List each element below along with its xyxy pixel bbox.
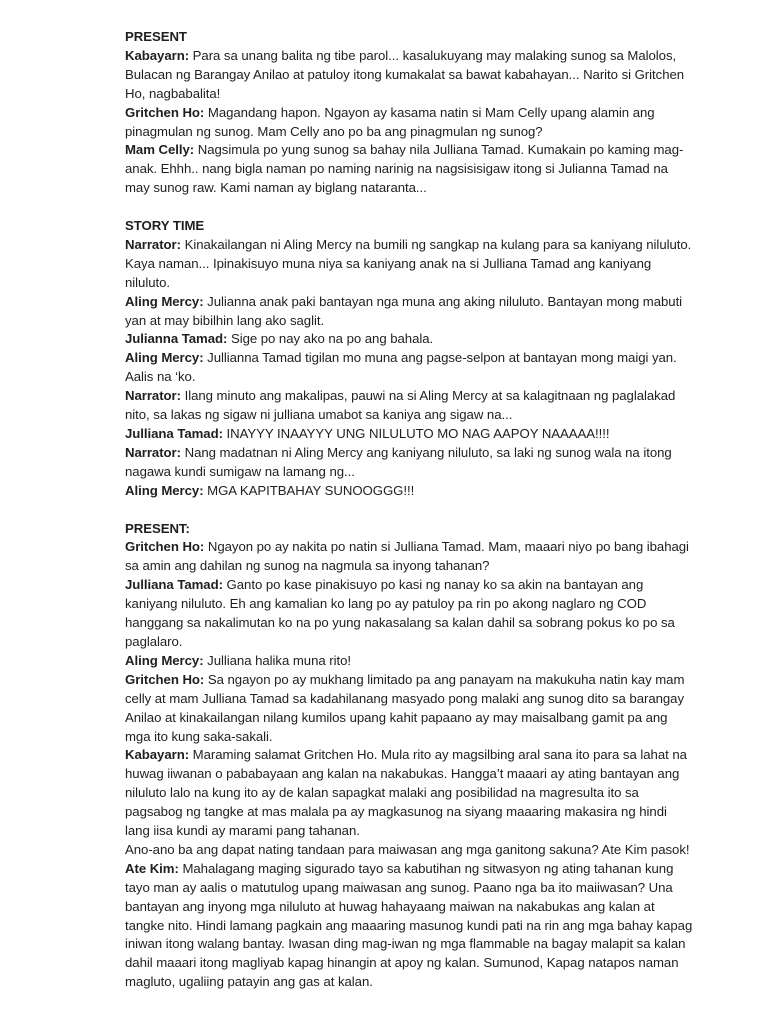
section-gap: [125, 501, 693, 520]
dialogue-line: [125, 141, 693, 198]
dialogue-line: [125, 538, 693, 576]
speaker-name: Gritchen Ho:: [125, 671, 205, 687]
dialogue-text: Jullianna Tamad tigilan mo muna ang pagse-selpon at bantayan mong maigi yan. Aalis na ‘ko.: [125, 350, 677, 385]
dialogue-text: MGA KAPITBAHAY SUNOOGGG!!!: [203, 482, 415, 498]
speaker-name: Gritchen Ho:: [125, 104, 205, 120]
speaker-name: Julianna Tamad:: [125, 331, 228, 347]
dialogue-line: [125, 482, 693, 501]
dialogue-line: [125, 425, 693, 444]
dialogue-line: [125, 47, 693, 104]
dialogue-text: Magandang hapon. Ngayon ay kasama natin si Mam Celly upang alamin ang pinagmulan ng sunog. Mam Celly ano po ba ang pinagmulan ng sunog?: [125, 104, 655, 139]
dialogue-text: Kinakailangan ni Aling Mercy na bumili ng sangkap na kulang para sa kaniyang niluluto. Kaya naman... Ipinakisuyo muna niya sa kaniyang anak na si Julliana Tamad ang kaniyang niluluto.: [125, 236, 692, 290]
dialogue-text: Nang madatnan ni Aling Mercy ang kaniyang niluluto, sa laki ng sunog wala na itong nagawa kundi sumigaw na lamang ng...: [125, 444, 672, 479]
dialogue-text: Ano-ano ba ang dapat nating tandaan para maiwasan ang mga ganitong sakuna? Ate Kim pasok!: [125, 841, 690, 857]
dialogue-line: [125, 330, 693, 349]
dialogue-line: [125, 349, 693, 387]
section-gap: [125, 198, 693, 217]
speaker-name: Aling Mercy:: [125, 293, 204, 309]
dialogue-line: [125, 293, 693, 331]
dialogue-line: [125, 387, 693, 425]
speaker-name: Aling Mercy:: [125, 482, 204, 498]
dialogue-text: Mahalagang maging sigurado tayo sa kabutihan ng sitwasyon ng ating tahanan kung tayo man ay aalis o matutulog upang maiwasan ang sunog. Paano nga ba ito maiiwasan? Una bantayan ang inyong mga niluluto at huwag hahayaang maiwan na nakabukas ang kalan at tangke nito. Hindi lamang pagkain ang maaaring masunog kundi pati na rin ang mga bahay kapag iniwan itong walang bantay. Iwasan ding mag-iwan ng mga flammable na bagay malapit sa kalan dahil maaari itong magliyab kapag hinangin at apoy ng kalan. Sumunod, Kapag natapos naman magluto, ugaliing patayin ang gas at kalan.: [125, 860, 693, 990]
dialogue-text: Sa ngayon po ay mukhang limitado pa ang panayam na makukuha natin kay mam celly at mam Julliana Tamad sa kadahilanang masyado pong malaki ang sunog dito sa barangay Anilao at kinakailangan nilang kumilos upang kahit papaano ay may maisalbang gamit pa ang mga ito kung saka-sakali.: [125, 671, 685, 744]
script-document: [125, 28, 693, 992]
dialogue-text: Nagsimula po yung sunog sa bahay nila Julliana Tamad. Kumakain po kaming mag-anak. Ehhh.. nang bigla naman po naming narinig na nagsisisigaw itong si Julianna Tamad na may sunog raw. Kami naman ay biglang nataranta...: [125, 142, 684, 196]
dialogue-line: [125, 444, 693, 482]
section-heading: PRESENT:: [125, 520, 190, 536]
dialogue-line: [125, 104, 693, 142]
speaker-name: Ate Kim:: [125, 860, 179, 876]
dialogue-text: Ngayon po ay nakita po natin si Julliana Tamad. Mam, maaari niyo po bang ibahagi sa amin ang dahilan ng sunog na nagmula sa inyong tahanan?: [125, 539, 689, 574]
dialogue-line: [125, 671, 693, 747]
speaker-name: Kabayarn:: [125, 47, 190, 63]
dialogue-text: Julianna anak paki bantayan nga muna ang aking niluluto. Bantayan mong mabuti yan at may bibilhin lang ako saglit.: [125, 293, 683, 328]
dialogue-text: Para sa unang balita ng tibe parol... kasalukuyang may malaking sunog sa Malolos, Bulacan ng Barangay Anilao at patuloy itong kumakalat sa bawat kabahayan... Narito si Gritchen Ho, nagbabalita!: [125, 47, 685, 101]
speaker-name: Julliana Tamad:: [125, 426, 223, 442]
speaker-name: Narrator:: [125, 444, 181, 460]
dialogue-text: Ganto po kase pinakisuyo po kasi ng nanay ko sa akin na bantayan ang kaniyang niluluto. Eh ang kamalian ko lang po ay patuloy pa rin po akong naglaro ng COD hanggang sa nakalimutan ko na po yung nakasalang sa kalan dahil sa sobrang pokus ko po sa paglalaro.: [125, 577, 675, 649]
section-heading: STORY TIME: [125, 218, 205, 234]
speaker-name: Aling Mercy:: [125, 652, 204, 668]
speaker-name: Julliana Tamad:: [125, 577, 223, 593]
speaker-name: Kabayarn:: [125, 747, 190, 763]
dialogue-text: INAYYY INAAYYY UNG NILULUTO MO NAG AAPOY NAAAAA!!!!: [222, 426, 610, 442]
dialogue-line: [125, 860, 693, 992]
dialogue-text: Sige po nay ako na po ang bahala.: [227, 331, 434, 347]
dialogue-line: [125, 236, 693, 293]
dialogue-line: [125, 841, 693, 860]
dialogue-line: [125, 746, 693, 841]
speaker-name: Mam Celly:: [125, 142, 195, 158]
dialogue-line: [125, 576, 693, 652]
dialogue-text: Ilang minuto ang makalipas, pauwi na si Aling Mercy at sa kalagitnaan ng paglalakad nito, sa lakas ng sigaw ni julliana umabot sa kaniya ang sigaw na...: [125, 388, 676, 423]
speaker-name: Gritchen Ho:: [125, 539, 205, 555]
dialogue-text: Julliana halika muna rito!: [203, 652, 352, 668]
speaker-name: Narrator:: [125, 236, 181, 252]
speaker-name: Narrator:: [125, 388, 181, 404]
dialogue-text: Maraming salamat Gritchen Ho. Mula rito ay magsilbing aral sana ito para sa lahat na huwag iiwanan o pababayaan ang kalan na nakabukas. Hangga’t maaari ay ating bantayan ang niluluto lalo na kung ito ay de kalan sapagkat malaki ang posibilidad na magresulta ito sa pagsabog ng tangke at mas malala pa ay magkasunog na siyang maaaring makasira ng hindi lang iisa kundi ay marami pang tahanan.: [125, 747, 687, 839]
section-heading: PRESENT: [125, 29, 187, 44]
speaker-name: Aling Mercy:: [125, 350, 204, 366]
dialogue-line: [125, 652, 693, 671]
